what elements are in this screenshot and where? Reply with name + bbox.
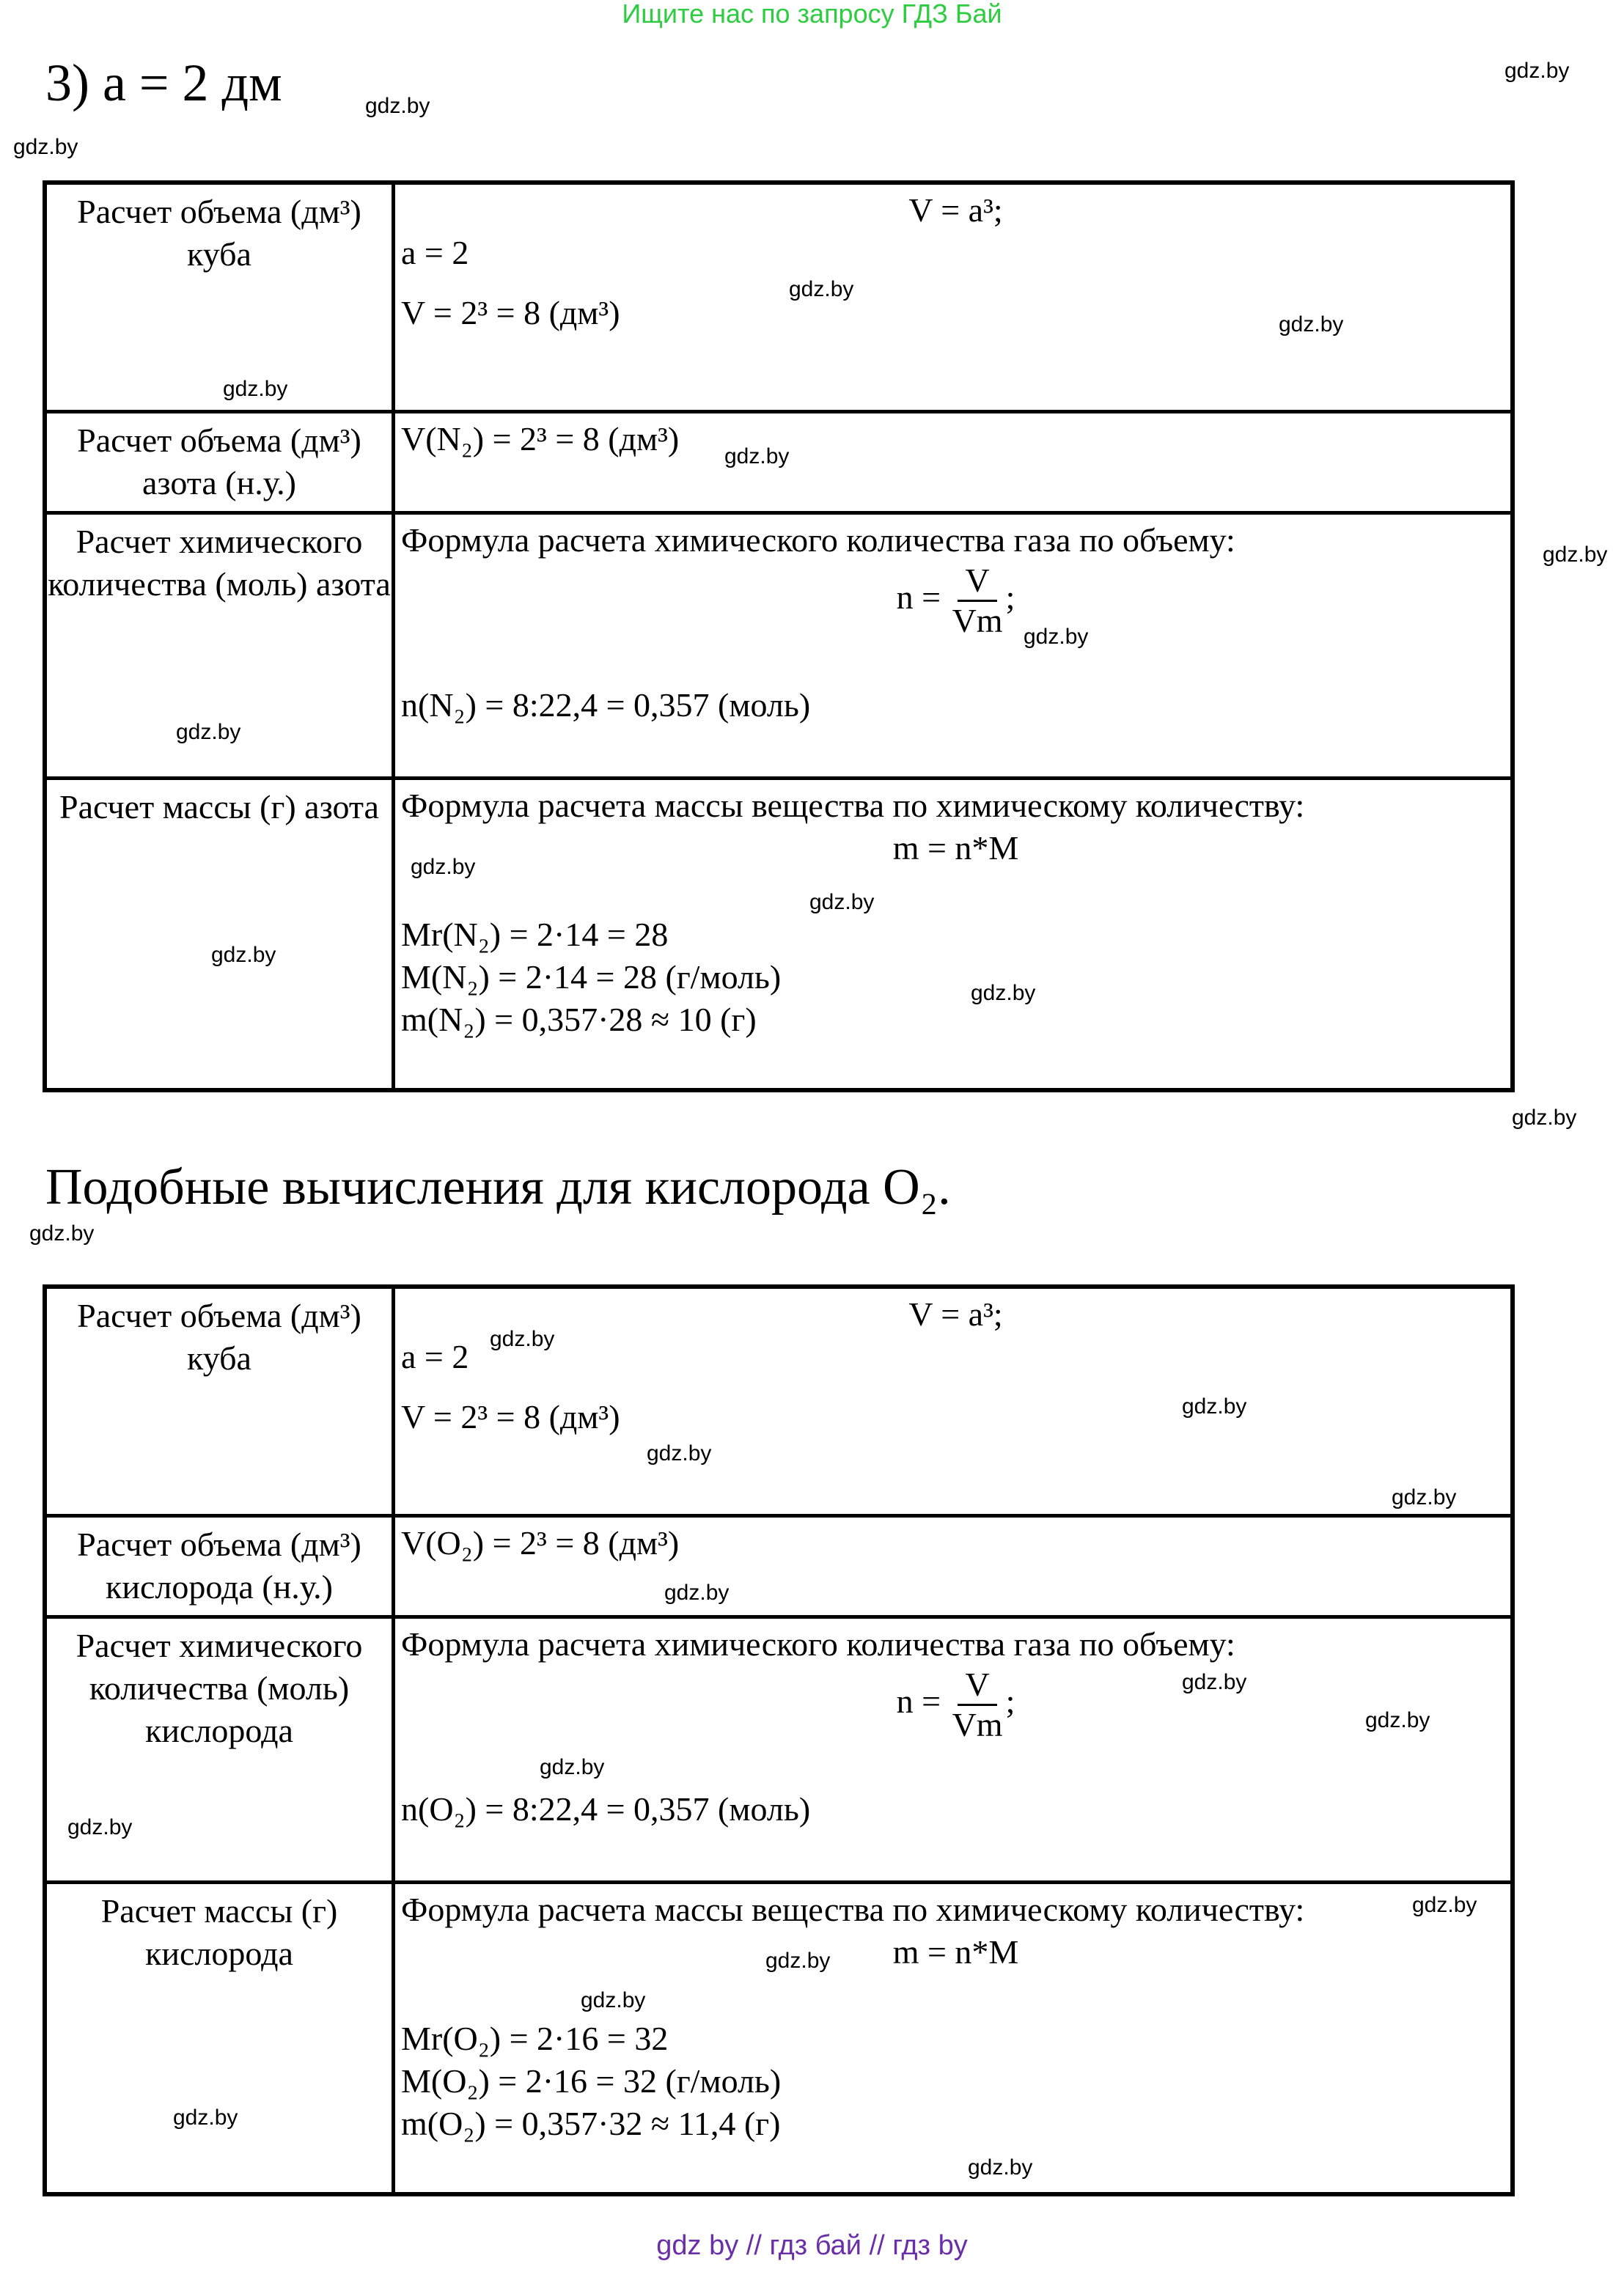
row-label-mass: Расчет массы (г) кислорода (45, 1882, 394, 2194)
watermark: gdz.by (765, 1949, 831, 1973)
amount-formula: n = $\frac{V}{Vm}$ ; (896, 561, 1015, 639)
relative-molar-mass: Mr(N₂) = 2·14 = 28 (401, 915, 669, 953)
watermark: gdz.by (1392, 1485, 1457, 1509)
mass-formula: m = n*M (892, 1932, 1019, 1971)
amount-formula-title: Формула расчета химического количества газа по объему: (401, 1625, 1235, 1663)
edge-value: a = 2 (401, 234, 469, 271)
watermark: gdz.by (1182, 1670, 1247, 1694)
mass-formula: m = n*M (892, 828, 1019, 867)
volume-result: V = 2³ = 8 (дм³) (401, 1398, 620, 1435)
row-label-amount: Расчет химического количества (моль) кислорода (45, 1617, 394, 1882)
watermark: gdz.by (647, 1441, 712, 1466)
watermark: gdz.by (1543, 543, 1608, 567)
footer-links: gdz by // гдз бай // гдз by (656, 2230, 968, 2261)
problem-title: 3) а = 2 дм (45, 54, 282, 112)
row-label-volume-gas: Расчет объема (дм³) азота (н.у.) (45, 411, 394, 512)
molar-mass: M(N₂) = 2·14 = 28 (г/моль) (401, 957, 782, 996)
row-label-volume-cube: Расчет объема (дм³) куба (45, 183, 394, 411)
gas-volume-result: V(N₂) = 2³ = 8 (дм³) (401, 419, 680, 457)
watermark: gdz.by (29, 1221, 95, 1246)
watermark: gdz.by (411, 855, 476, 879)
amount-result: n(O₂) = 8:22,4 = 0,357 (моль) (401, 1790, 811, 1828)
row-label-mass: Расчет массы (г) азота (45, 778, 394, 1090)
watermark: gdz.by (13, 135, 78, 159)
molar-mass: M(O₂) = 2·16 = 32 (г/моль) (401, 2062, 782, 2100)
watermark: gdz.by (1412, 1893, 1477, 1917)
mass-formula-title: Формула расчета массы вещества по химическому количеству: (401, 786, 1305, 824)
watermark: gdz.by (1279, 312, 1344, 337)
watermark: gdz.by (1024, 625, 1089, 649)
watermark: gdz.by (176, 720, 241, 744)
edge-value: a = 2 (401, 1338, 469, 1375)
watermark: gdz.by (1182, 1394, 1247, 1419)
watermark: gdz.by (971, 981, 1036, 1005)
watermark: gdz.by (490, 1327, 555, 1351)
section-subtitle: Подобные вычисления для кислорода O₂. (45, 1159, 951, 1216)
watermark: gdz.by (724, 444, 790, 468)
fraction: $\frac{V}{Vm}$ (952, 561, 1003, 639)
row-label-volume-gas: Расчет объема (дм³) кислорода (н.у.) (45, 1515, 394, 1617)
header-banner: Ищите нас по запросу ГДЗ Бай (622, 0, 1002, 29)
watermark: gdz.by (67, 1815, 133, 1839)
watermark: gdz.by (223, 377, 288, 401)
amount-formula: n = $\frac{V}{Vm}$ ; (896, 1665, 1015, 1743)
amount-formula-title: Формула расчета химического количества газа по объему: (401, 521, 1235, 559)
watermark: gdz.by (365, 94, 430, 118)
mass-result: m(N₂) = 0,357·28 ≈ 10 (г) (401, 1000, 757, 1038)
row-label-volume-cube: Расчет объема (дм³) куба (45, 1287, 394, 1515)
watermark: gdz.by (809, 890, 875, 914)
amount-result: n(N₂) = 8:22,4 = 0,357 (моль) (401, 685, 811, 724)
oxygen-table (43, 1284, 1515, 2196)
fraction: $\frac{V}{Vm}$ (952, 1665, 1003, 1743)
volume-formula: V = a³; (908, 1295, 1003, 1333)
volume-result: V = 2³ = 8 (дм³) (401, 294, 620, 331)
watermark: gdz.by (1512, 1106, 1577, 1130)
watermark: gdz.by (540, 1755, 605, 1779)
watermark: gdz.by (581, 1988, 646, 2012)
row-label-amount: Расчет химического количества (моль) азота (45, 512, 394, 778)
mass-formula-title: Формула расчета массы вещества по химическому количеству: (401, 1890, 1305, 1928)
watermark: gdz.by (664, 1581, 730, 1605)
mass-result: m(O₂) = 0,357·32 ≈ 11,4 (г) (401, 2104, 781, 2142)
watermark: gdz.by (1365, 1708, 1430, 1732)
volume-formula: V = a³; (908, 191, 1003, 229)
watermark: gdz.by (968, 2155, 1033, 2180)
relative-molar-mass: Mr(O₂) = 2·16 = 32 (401, 2019, 669, 2057)
watermark: gdz.by (1504, 59, 1570, 83)
watermark: gdz.by (173, 2106, 238, 2130)
watermark: gdz.by (211, 943, 276, 967)
gas-volume-result: V(O₂) = 2³ = 8 (дм³) (401, 1523, 680, 1562)
watermark: gdz.by (789, 277, 854, 301)
